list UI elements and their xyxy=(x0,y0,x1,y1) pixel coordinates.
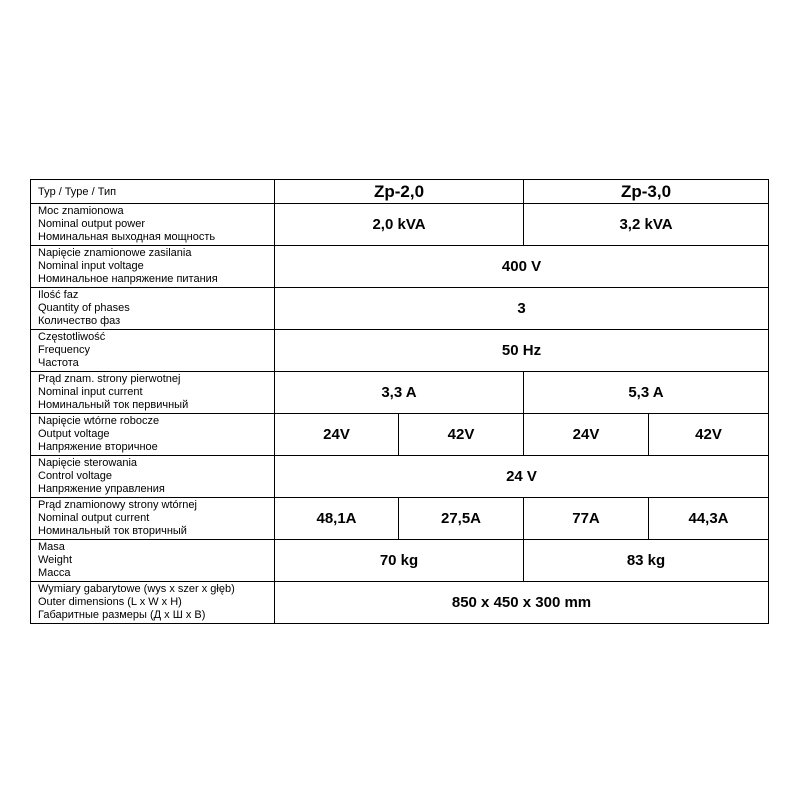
row-control-voltage xyxy=(31,456,769,498)
label-en: Outer dimensions (L x W x H) xyxy=(38,596,182,608)
row-input-current xyxy=(31,372,769,414)
row-weight xyxy=(31,540,769,582)
label-ru: Номинальный ток первичный xyxy=(38,399,189,411)
control-voltage-value: 24 V xyxy=(275,456,769,498)
model-zp-2-0: Zp-2,0 xyxy=(275,180,524,204)
power-label xyxy=(31,204,275,246)
output-current-zp3-a: 77A xyxy=(524,498,649,540)
dimensions-value: 850 x 450 x 300 mm xyxy=(275,582,769,624)
label-en: Nominal output current xyxy=(38,512,150,524)
frequency-value: 50 Hz xyxy=(275,330,769,372)
row-power xyxy=(31,204,769,246)
phases-label xyxy=(31,288,275,330)
label-en: Quantity of phases xyxy=(38,302,130,314)
weight-value-zp3: 83 kg xyxy=(524,540,769,582)
label-ru: Частота xyxy=(38,357,79,369)
header-row xyxy=(31,180,769,204)
spec-table xyxy=(30,179,769,624)
input-voltage-value: 400 V xyxy=(275,246,769,288)
output-current-zp2-a: 48,1A xyxy=(275,498,399,540)
label-pl: Ilość faz xyxy=(38,289,79,301)
label-ru: Количество фаз xyxy=(38,315,121,327)
phases-value: 3 xyxy=(275,288,769,330)
input-voltage-label xyxy=(31,246,275,288)
label-ru: Масса xyxy=(38,567,71,579)
output-voltage-zp2-b: 42V xyxy=(399,414,524,456)
weight-label xyxy=(31,540,275,582)
label-en: Frequency xyxy=(38,344,90,356)
model-zp-3-0: Zp-3,0 xyxy=(524,180,769,204)
label-en: Weight xyxy=(38,554,73,566)
label-ru: Номинальный ток вторичный xyxy=(38,525,187,537)
frequency-label xyxy=(31,330,275,372)
row-output-voltage xyxy=(31,414,769,456)
output-voltage-zp3-a: 24V xyxy=(524,414,649,456)
label-pl: Prąd znamionowy strony wtórnej xyxy=(38,499,197,511)
output-current-zp2-b: 27,5A xyxy=(399,498,524,540)
label-pl: Prąd znam. strony pierwotnej xyxy=(38,373,181,385)
row-phases xyxy=(31,288,769,330)
power-value-zp2: 2,0 kVA xyxy=(275,204,524,246)
input-current-label xyxy=(31,372,275,414)
label-ru: Напряжение управления xyxy=(38,483,165,495)
weight-value-zp2: 70 kg xyxy=(275,540,524,582)
row-dimensions xyxy=(31,582,769,624)
output-voltage-zp2-a: 24V xyxy=(275,414,399,456)
row-frequency xyxy=(31,330,769,372)
label-ru: Номинальная выходная мощность xyxy=(38,231,216,243)
label-en: Nominal input current xyxy=(38,386,143,398)
label-pl: Częstotliwość xyxy=(38,331,106,343)
label-pl: Masa xyxy=(38,541,65,553)
output-voltage-label xyxy=(31,414,275,456)
label-ru: Номинальное напряжение питания xyxy=(38,273,218,285)
row-input-voltage xyxy=(31,246,769,288)
label-ru: Габаритные размеры (Д x Ш x В) xyxy=(38,609,206,621)
control-voltage-label xyxy=(31,456,275,498)
label-en: Nominal input voltage xyxy=(38,260,144,272)
type-header-label: Typ / Type / Тип xyxy=(31,180,275,204)
label-pl: Napięcie sterowania xyxy=(38,457,138,469)
output-current-zp3-b: 44,3A xyxy=(649,498,769,540)
label-en: Nominal output power xyxy=(38,218,146,230)
label-pl: Napięcie znamionowe zasilania xyxy=(38,247,192,259)
output-current-label xyxy=(31,498,275,540)
label-pl: Napięcie wtórne robocze xyxy=(38,415,160,427)
output-voltage-zp3-b: 42V xyxy=(649,414,769,456)
label-en: Control voltage xyxy=(38,470,112,482)
label-pl: Moc znamionowa xyxy=(38,205,124,217)
label-pl: Wymiary gabarytowe (wys x szer x głęb) xyxy=(38,583,235,595)
label-en: Output voltage xyxy=(38,428,110,440)
input-current-value-zp3: 5,3 A xyxy=(524,372,769,414)
power-value-zp3: 3,2 kVA xyxy=(524,204,769,246)
row-output-current xyxy=(31,498,769,540)
dimensions-label xyxy=(31,582,275,624)
input-current-value-zp2: 3,3 A xyxy=(275,372,524,414)
label-ru: Напряжение вторичное xyxy=(38,441,158,453)
